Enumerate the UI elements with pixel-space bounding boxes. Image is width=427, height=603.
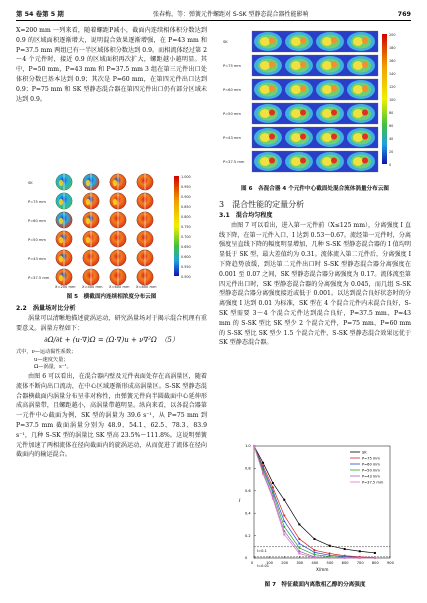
fig5-col-label: X=200 mm (55, 285, 76, 289)
fig6-section-cell (316, 104, 344, 123)
fig7-data-point (313, 549, 315, 551)
fig6-section-cell (347, 32, 375, 51)
fig5-section-cell (110, 250, 126, 266)
fig7-data-point (272, 498, 274, 500)
fig6-colorbar-tick: 120 (389, 85, 396, 89)
fig6-colorbar-tick: 40 (389, 137, 394, 141)
fig5-col-label: X=400 mm (82, 285, 103, 289)
fig7-data-point (344, 557, 346, 559)
fig6-row-label: P=75 mm (223, 64, 241, 68)
fig7-legend-label: P=37.5 mm (362, 480, 384, 485)
fig5-section-cell (56, 269, 72, 285)
fig6-section-cell (285, 152, 313, 171)
fig7-y-tick-label: 0.4 (245, 511, 251, 516)
fig6-colorbar-tick: 60 (389, 124, 394, 128)
fig6-row-label: SK (223, 40, 228, 44)
vorticity-equation: ∂Ω/∂t + (u·∇)Ω = (Ω·∇)u + ν∇²Ω （5） (44, 336, 179, 345)
fig7-x-tick-label: 100 (266, 561, 273, 565)
fig7-data-point (272, 482, 274, 484)
fig5-colorbar-tick: 0.900 (181, 195, 191, 199)
right-section-3 (219, 198, 411, 348)
vorticity-intro: 涡量可以清晰地描述旋涡运动，研究涡量场对于揭示混合机理有重要意义。涡量方程如下： (16, 314, 207, 332)
fig7-data-point (374, 557, 376, 559)
left-section-2-2 (16, 304, 207, 460)
fig7-data-point (283, 520, 285, 522)
fig7-legend-label: P=43 mm (362, 474, 380, 479)
fig7-data-point (313, 538, 315, 540)
fig5-row-label: P=60 mm (28, 219, 46, 223)
fig6-colorbar-tick: 0 (389, 163, 392, 167)
fig7-x-tick-label: 500 (326, 561, 334, 565)
fig5-section-cell (137, 231, 153, 247)
fig7-x-tick-label: 0 (251, 561, 254, 565)
fig7-y-tick-label: 1.0 (245, 444, 251, 449)
fig7-data-point (359, 557, 361, 559)
fig5-row-label: SK (28, 181, 33, 185)
fig6-section-cell (285, 56, 313, 75)
fig6-row-label: P=43 mm (223, 136, 241, 140)
fig7-legend-label: P=75 mm (362, 456, 380, 461)
fig7-y-tick-label: 0.8 (245, 466, 251, 471)
fig5-section-cell (137, 269, 153, 285)
fig5-section-cell (137, 212, 153, 228)
fig5-section-cell (83, 231, 99, 247)
fig6-caption: 图 6 各混合器 4 个元件中心截面处混合流体涡量分布云图 (241, 186, 389, 192)
fig5-contour-grid (26, 170, 198, 289)
fig6-section-cell (347, 104, 375, 123)
fig7-y-axis-label: I (239, 499, 241, 504)
fig5-row-label: P=75 mm (28, 200, 46, 204)
fig7-data-point (313, 557, 315, 559)
figure-7 (236, 442, 396, 577)
fig5-colorbar (174, 176, 179, 276)
fig5-section-cell (83, 174, 99, 190)
fig5-caption: 图 5 横截面内连续相浓度分布云图 (66, 294, 157, 300)
fig5-colorbar-tick: 0.850 (181, 205, 191, 209)
fig6-colorbar-tick: 160 (389, 59, 396, 63)
fig5-col-label: X=600 mm (109, 285, 130, 289)
fig7-series-line (254, 446, 375, 558)
fig7-legend-label: SK (362, 450, 367, 455)
fig5-section-cell (137, 250, 153, 266)
fig6-section-cell (347, 128, 375, 147)
left-paragraph-1: X=200 mm 一列来看，随着螺距P减小，截面内连续相体积分数达到 0.9 的区域面积逐渐增大，说明混合效果逐渐增强，在 P=43 mm 和 P=37.5 mm 两组已有一半区域体积分数达到 0.9。而相流体经过第 2～4 个元件时，接近 0.9 的区域面积再次扩大，螺距越小越明显。其中，P=50 mm，P=43 mm 和 P=37.5 mm 3 组在第三元件出口处体积分数已基本达到 0.9；其次是 P=60 mm，在第四元件出口达到 0.9；P=75 mm 和 SK 型静态混合器在第四元件出口仍有部分区域未达到 0.9。 (16, 27, 207, 103)
fig6-colorbar-tick: 80 (389, 111, 394, 115)
fig5-row-label: P=50 mm (28, 238, 46, 242)
fig6-section-cell (254, 104, 282, 123)
journal-issue: 第 54 卷第 5 期 (16, 10, 64, 18)
fig5-section-cell (137, 174, 153, 190)
fig5-section-cell (83, 269, 99, 285)
eq-where-2: u—速度矢量； (34, 356, 69, 363)
fig5-section-cell (83, 250, 99, 266)
fig7-series-line (254, 446, 375, 558)
fig6-section-cell (316, 128, 344, 147)
fig7-x-tick-label: 300 (296, 561, 304, 565)
fig7-x-axis-label: X/mm (316, 567, 329, 572)
fig5-section-cell (137, 193, 153, 209)
fig6-section-cell (347, 56, 375, 75)
eq-where-1: 式中，ν—运动黏性系数； (16, 349, 77, 356)
fig6-section-cell (347, 152, 375, 171)
fig5-row-label: P=37.5 mm (28, 276, 50, 280)
fig7-annotation: I=0.1 (257, 548, 267, 553)
fig7-data-point (283, 514, 285, 516)
fig7-data-point (329, 545, 331, 547)
fig6-row-label: P=50 mm (223, 112, 241, 116)
fig7-data-point (253, 445, 255, 447)
page-header (16, 7, 411, 21)
fig5-section-cell (110, 193, 126, 209)
fig7-data-point (344, 548, 346, 550)
fig5-section-cell (56, 212, 72, 228)
fig6-section-cell (254, 152, 282, 171)
fig7-data-point (374, 552, 376, 554)
fig6-colorbar-tick: 200 (389, 33, 396, 37)
fig6-colorbar-tick: 180 (389, 46, 396, 50)
fig5-section-cell (110, 174, 126, 190)
fig7-series-line (254, 446, 375, 558)
fig7-data-point (298, 538, 300, 540)
fig7-x-tick-label: 400 (311, 561, 319, 565)
fig7-data-point (262, 473, 264, 475)
fig6-section-cell (285, 80, 313, 99)
fig7-x-tick-label: 800 (371, 561, 379, 565)
fig7-data-point (298, 553, 300, 555)
fig7-series-line (254, 446, 375, 557)
eq-where-3: Ω—涡量，s⁻¹。 (34, 364, 72, 371)
fig7-data-point (313, 553, 315, 556)
fig7-legend-label: P=50 mm (362, 468, 380, 473)
fig7-legend-label: P=60 mm (362, 462, 380, 467)
fig5-col-label: X=800 mm (136, 285, 157, 289)
fig5-colorbar-tick: 0.500 (181, 275, 191, 279)
fig6-vorticity-grid (222, 28, 408, 181)
section-heading-2-2: 2.2 涡量场对比分析 (16, 305, 76, 312)
fig5-section-cell (83, 212, 99, 228)
figure-5 (26, 170, 198, 289)
running-title: 张春梅，等：弹簧元件螺距对 S-SK 型静态混合器性能影响 (152, 11, 309, 18)
fig6-colorbar-tick: 100 (389, 98, 396, 102)
fig6-section-cell (285, 104, 313, 123)
fig5-section-cell (56, 174, 72, 190)
fig6-section-cell (316, 56, 344, 75)
fig7-data-point (262, 462, 264, 464)
fig7-data-point (283, 499, 285, 501)
fig5-colorbar-tick: 0.950 (181, 185, 191, 189)
figure-6 (222, 28, 408, 181)
fig5-section-cell (56, 231, 72, 247)
fig6-section-cell (254, 128, 282, 147)
fig7-caption: 图 7 特征截面内离散相乙醇的分离强度 (264, 582, 366, 588)
fig7-data-point (359, 550, 361, 552)
fig5-colorbar-tick: 1.000 (181, 175, 191, 179)
fig6-section-cell (347, 80, 375, 99)
fig5-section-cell (83, 193, 99, 209)
fig7-y-tick-label: 0.2 (245, 533, 251, 538)
fig6-row-label: P=60 mm (223, 88, 241, 92)
fig6-section-cell (316, 32, 344, 51)
fig6-row-label: P=37.5 mm (223, 160, 245, 164)
fig6-colorbar-tick: 140 (389, 72, 396, 76)
page-number: 769 (397, 10, 411, 18)
fig7-series-line (254, 446, 375, 558)
fig7-y-tick-label: 0.6 (245, 489, 251, 493)
fig7-y-tick-label: 0 (245, 556, 248, 561)
fig6-section-cell (254, 32, 282, 51)
fig6-section-cell (254, 56, 282, 75)
fig6-section-cell (316, 152, 344, 171)
fig5-colorbar-tick: 0.700 (181, 235, 191, 239)
fig5-section-cell (110, 212, 126, 228)
section-heading-3-1: 3.1 混合均匀程度 (219, 212, 273, 219)
fig5-colorbar-tick: 0.550 (181, 265, 191, 269)
fig6-colorbar (382, 34, 387, 164)
fig5-row-label: P=43 mm (28, 257, 46, 261)
fig5-colorbar-tick: 0.600 (181, 255, 191, 259)
fig6-section-cell (285, 128, 313, 147)
separation-discussion: 由图 7 可以看出，进入第一元件前（X≤125 mm），分离强度 I 直线下降，在第一元件入口，I 达到 0.53～0.67。流经第一元件时，分离强度呈直线下降的幅度明显增加，几种 S-SK 型静态混合器的 I 值均明显低于 SK 型，最大差值约为 0.31。流体流入第二元件后，分离强度 I 下降趋势放缓，到达第二元件出口时 S-SK 型静态混合器分离强度在 0.001 至 0.07 之间，SK 型静态混合器分离强度为 0.17。流体流至第四元件出口时，SK 型静态混合器的分离强度为 0.045，而几组 S-SK 型静态混合器分离强度接近或低于 0.001。以达到混合良好状态时的分离强度 I 达到 0.01 为标准，SK 型在 4 个混合元件内未混合良好，S-SK 型需要 3～4 个混合元件达到混合良好，P=37.5 mm、P=43 mm 的 S-SK 型比 SK 型少 2 个混合元件，P=75 mm、P=60 mm 的 S-SK 型比 SK 型少 1.5 个混合元件，S-SK 型静态混合效果远优于 SK 型静态混合器。 (219, 221, 411, 347)
fig5-section-cell (56, 193, 72, 209)
fig5-colorbar-tick: 0.650 (181, 245, 191, 249)
fig5-section-cell (56, 250, 72, 266)
section-heading-3: 3 混合性能的定量分析 (219, 200, 305, 209)
fig7-x-tick-label: 600 (341, 561, 349, 565)
fig6-colorbar-tick: 20 (389, 150, 394, 154)
fig5-section-cell (110, 269, 126, 285)
fig7-data-point (298, 523, 300, 525)
fig7-x-tick-label: 900 (387, 561, 394, 565)
fig6-section-cell (316, 80, 344, 99)
fig7-data-point (329, 557, 331, 559)
fig7-x-tick-label: 200 (281, 561, 289, 565)
fig5-colorbar-tick: 0.800 (181, 215, 191, 219)
fig7-data-point (283, 533, 285, 535)
fig7-line-chart (236, 442, 396, 577)
fig7-x-tick-label: 700 (356, 561, 364, 565)
fig5-section-cell (110, 231, 126, 247)
fig7-annotation: I=0.01 (257, 563, 270, 568)
fig6-section-cell (285, 32, 313, 51)
fig6-section-cell (254, 80, 282, 99)
fig5-colorbar-tick: 0.750 (181, 225, 191, 229)
vorticity-discussion: 由图 6 可以看出，在混合器内壁及元件表面处存在高涡量区，随着流体不断向出口流动，在中心区域逐渐形成高涡量区。S-SK 型静态混合器横截面内涡量分布呈非对称性，由弹簧元件向半圆截面中心延伸形成高涡量带，且螺距越小，高涡量带越明显。纵向来看，以各混合器第一元件中心截面为例，SK 型的涡量为 39.6 s⁻¹，从 P=75 mm 到 P=37.5 mm 截面涡量分别为 48.9、54.1、62.5、78.3、83.9 s⁻¹，几种 S-SK 型的涡量比 SK 型高 23.5%～111.8%。这说明弹簧元件加速了两相流体在径向截面内的旋涡运动，从而促进了流体在径向截面内的输运混合。 (16, 372, 207, 459)
